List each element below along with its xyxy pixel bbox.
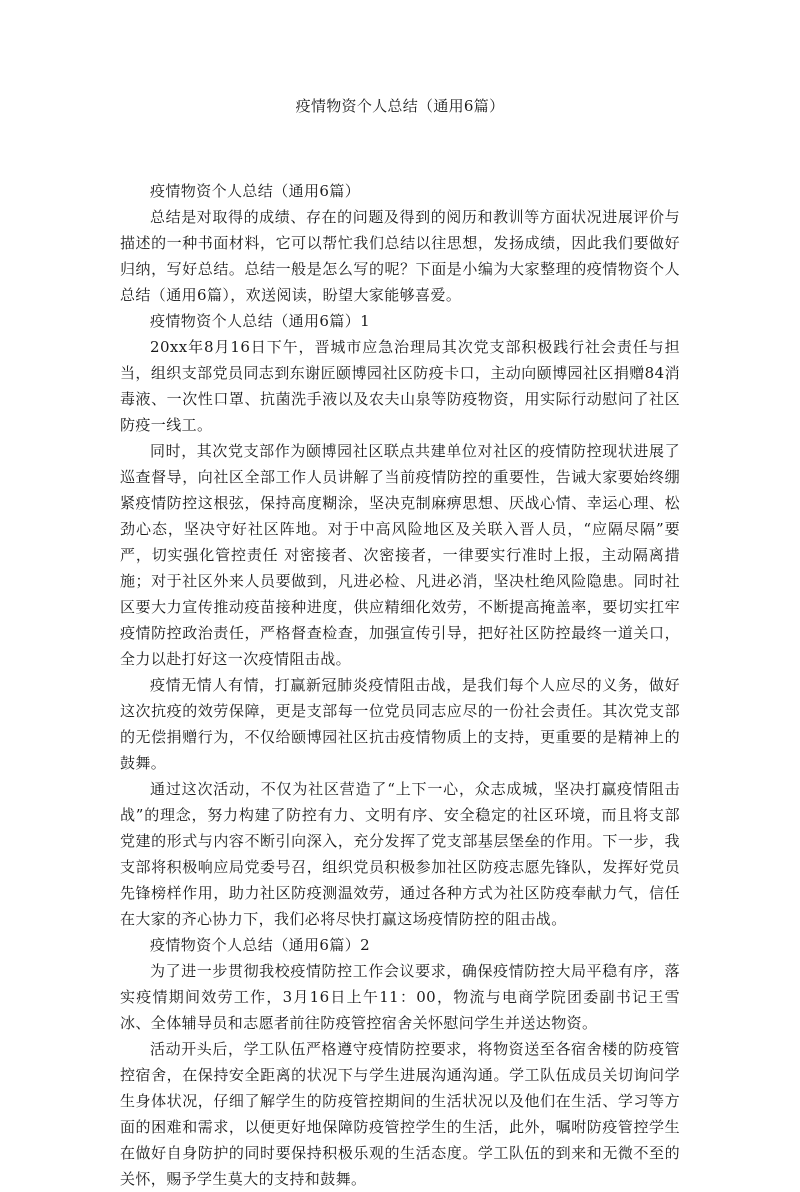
document-body: [120, 178, 680, 1192]
section-heading: 疫情物资个人总结（通用6篇）: [150, 182, 361, 200]
section-heading: 疫情物资个人总结（通用6篇）1: [150, 312, 371, 330]
document-title: 疫情物资个人总结（通用6篇）: [295, 97, 505, 115]
paragraph: 为了进一步贯彻我校疫情防控工作会议要求，确保疫情防控大局平稳有序，落实疫情期间效劳工作，3月16日上午11：00，物流与电商学院团委副书记王雪冰、全体辅导员和志愿者前往防疫管控宿舍关怀慰问学生并送达物资。: [120, 962, 680, 1032]
paragraph: 同时，其次党支部作为颐博园社区联点共建单位对社区的疫情防控现状进展了巡查督导，向社区全部工作人员讲解了当前疫情防控的重要性，告诫大家要始终绷紧疫情防控这根弦，保持高度糊涂，坚决克制麻痹思想、厌战心情、幸运心理、松劲心态，坚决守好社区阵地。对于中高风险地区及关联入晋人员，“应隔尽隔”要严，切实强化管控责任 对密接者、次密接者，一律要实行准时上报，主动隔离措施；对于社区外来人员要做到，凡进必检、凡进必消，坚决杜绝风险隐患。同时社区要大力宣传推动疫苗接种进度，供应精细化效劳，不断提高掩盖率，要切实扛牢疫情防控政治责任，严格督查检查，加强宣传引导，把好社区防控最终一道关口，全力以赴打好这一次疫情阻击战。: [120, 442, 680, 668]
paragraph: 疫情无情人有情，打赢新冠肺炎疫情阻击战，是我们每个人应尽的义务，做好这次抗疫的效劳保障，更是支部每一位党员同志应尽的一份社会责任。其次党支部的无偿捐赠行为，不仅给颐博园社区抗击疫情物质上的支持，更重要的是精神上的鼓舞。: [120, 676, 680, 772]
section-heading: 疫情物资个人总结（通用6篇）2: [150, 936, 371, 954]
paragraph: 总结是对取得的成绩、存在的问题及得到的阅历和教训等方面状况进展评价与描述的一种书面材料，它可以帮忙我们总结以往思想，发扬成绩，因此我们要做好归纳，写好总结。总结一般是怎么写的呢？下面是小编为大家整理的疫情物资个人总结（通用6篇），欢送阅读，盼望大家能够喜爱。: [120, 208, 680, 304]
paragraph: 通过这次活动，不仅为社区营造了“上下一心，众志成城，坚决打赢疫情阻击战”的理念，努力构建了防控有力、文明有序、安全稳定的社区环境，而且将支部党建的形式与内容不断引向深入，充分发挥了党支部基层堡垒的作用。下一步，我支部将积极响应局党委号召，组织党员积极参加社区防疫志愿先锋队，发挥好党员先锋榜样作用，助力社区防疫测温效劳，通过各种方式为社区防疫奉献力气，信任在大家的齐心协力下，我们必将尽快打赢这场疫情防控的阻击战。: [120, 780, 680, 928]
paragraph: 20xx年8月16日下午，晋城市应急治理局其次党支部积极践行社会责任与担当，组织支部党员同志到东谢匠颐博园社区防疫卡口，主动向颐博园社区捐赠84消毒液、一次性口罩、抗菌洗手液以及农夫山泉等防疫物资，用实际行动慰问了社区防疫一线工。: [120, 338, 680, 434]
paragraph: 活动开头后，学工队伍严格遵守疫情防控要求，将物资送至各宿舍楼的防疫管控宿舍，在保持安全距离的状况下与学生进展沟通沟通。学工队伍成员关切询问学生身体状况，仔细了解学生的防疫管控期间的生活状况以及他们在生活、学习等方面的困难和需求，以便更好地保障防疫管控学生的生活，此外，嘱咐防疫管控学生在做好自身防护的同时要保持积极乐观的生活态度。学工队伍的到来和无微不至的关怀，赐予学生莫大的支持和鼓舞。: [120, 1040, 680, 1188]
